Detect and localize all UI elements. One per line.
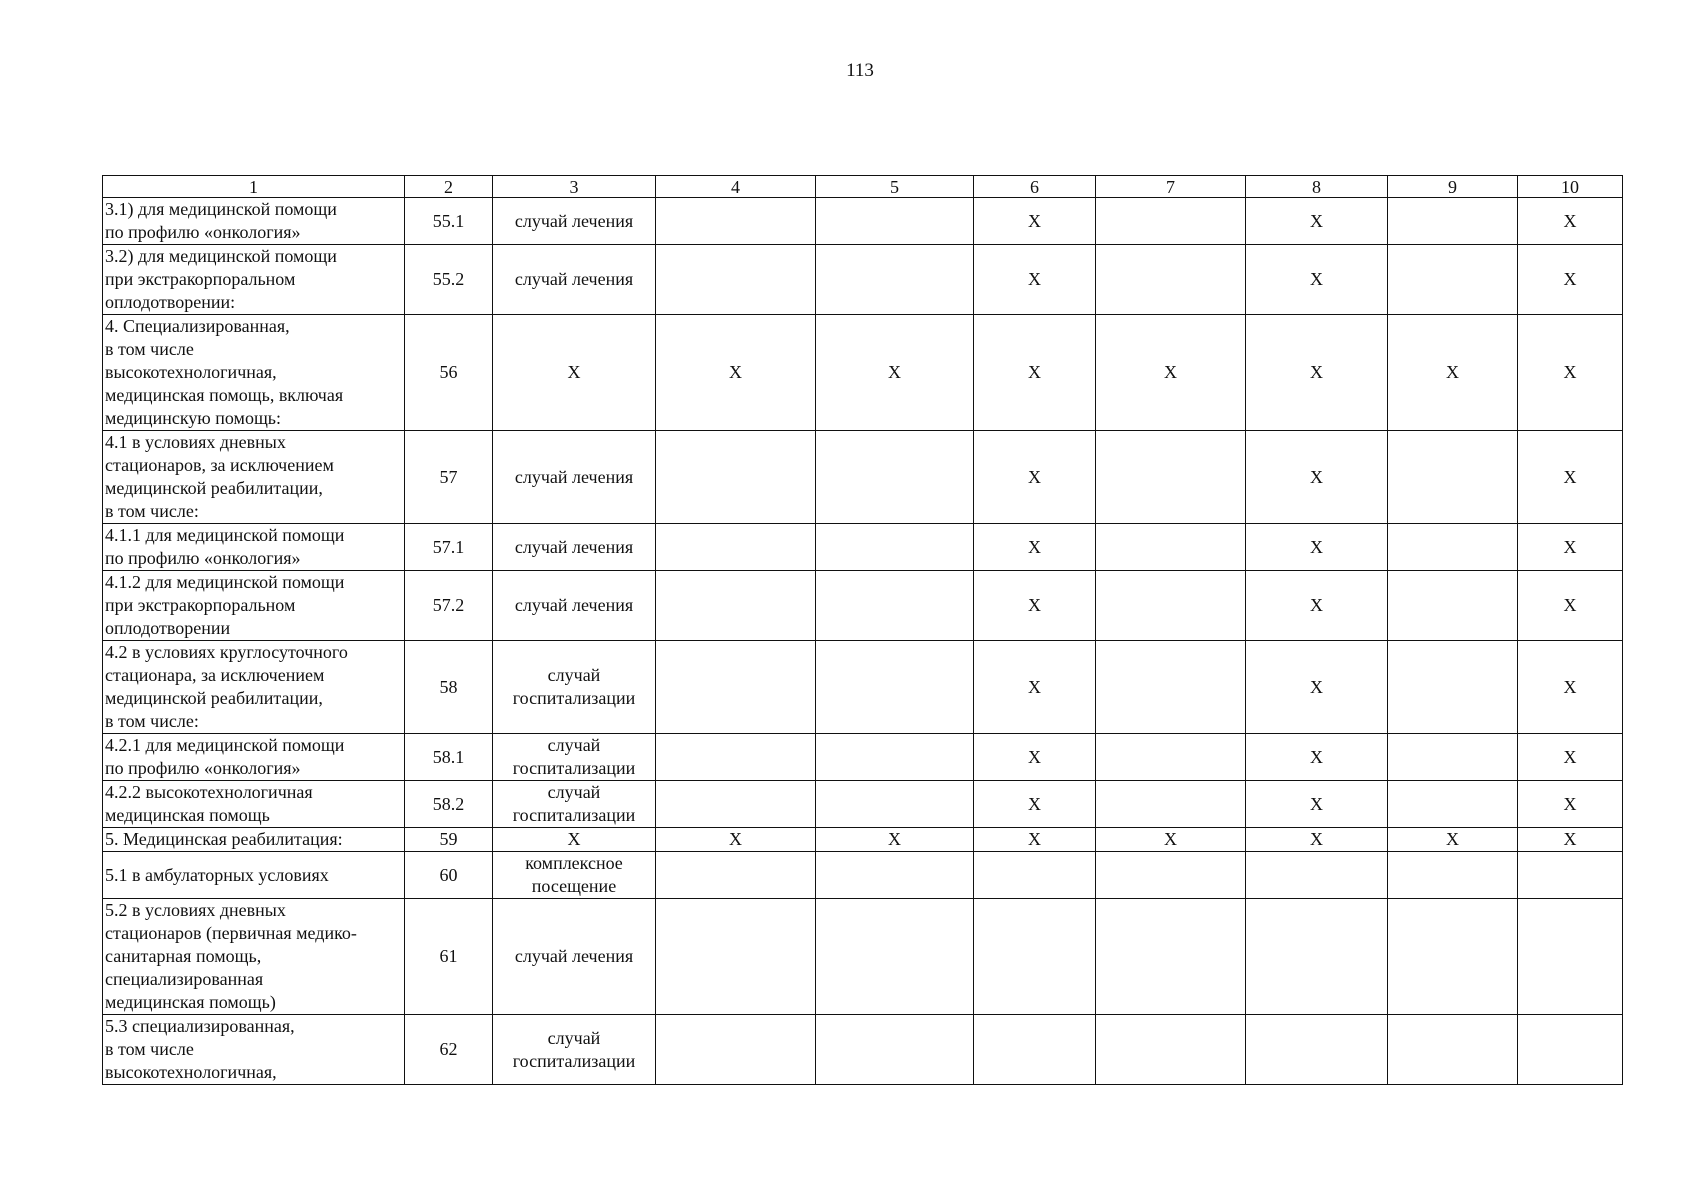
cell-col-6: Х bbox=[974, 245, 1096, 315]
row-code: 61 bbox=[405, 899, 493, 1015]
page-number: 113 bbox=[846, 60, 874, 81]
row-label: 4. Специализированная, в том числе высокотехнологичная, медицинская помощь, включая медицинскую помощь: bbox=[103, 315, 405, 431]
column-number: 9 bbox=[1388, 176, 1518, 198]
cell-col-5 bbox=[816, 641, 974, 734]
row-unit: случай госпитализации bbox=[493, 734, 656, 781]
column-number: 7 bbox=[1096, 176, 1246, 198]
cell-col-10: Х bbox=[1518, 571, 1623, 641]
cell-col-5: Х bbox=[816, 315, 974, 431]
cell-col-8: Х bbox=[1246, 641, 1388, 734]
row-unit: случай лечения bbox=[493, 524, 656, 571]
row-code: 60 bbox=[405, 852, 493, 899]
cell-col-5 bbox=[816, 781, 974, 828]
cell-col-4 bbox=[656, 245, 816, 315]
cell-col-5 bbox=[816, 524, 974, 571]
row-code: 58.1 bbox=[405, 734, 493, 781]
row-label: 4.2 в условиях круглосуточного стационара, за исключением медицинской реабилитации, в том числе: bbox=[103, 641, 405, 734]
cell-col-10 bbox=[1518, 899, 1623, 1015]
cell-col-4 bbox=[656, 198, 816, 245]
row-code: 55.1 bbox=[405, 198, 493, 245]
cell-col-7 bbox=[1096, 524, 1246, 571]
cell-col-5 bbox=[816, 431, 974, 524]
cell-col-6 bbox=[974, 1015, 1096, 1085]
row-unit: случай лечения bbox=[493, 899, 656, 1015]
data-table bbox=[102, 175, 1623, 1085]
row-label: 5. Медицинская реабилитация: bbox=[103, 828, 405, 852]
row-code: 59 bbox=[405, 828, 493, 852]
row-unit: случай лечения bbox=[493, 245, 656, 315]
cell-col-5 bbox=[816, 734, 974, 781]
cell-col-6: Х bbox=[974, 571, 1096, 641]
cell-col-10 bbox=[1518, 852, 1623, 899]
cell-col-7 bbox=[1096, 571, 1246, 641]
cell-col-8: Х bbox=[1246, 198, 1388, 245]
row-label: 5.1 в амбулаторных условиях bbox=[103, 852, 405, 899]
cell-col-4 bbox=[656, 431, 816, 524]
cell-col-4 bbox=[656, 734, 816, 781]
table-row bbox=[103, 734, 1623, 781]
row-code: 58 bbox=[405, 641, 493, 734]
table-row bbox=[103, 899, 1623, 1015]
cell-col-8: Х bbox=[1246, 781, 1388, 828]
row-label: 5.2 в условиях дневных стационаров (первичная медико- санитарная помощь, специализированная медицинская помощь) bbox=[103, 899, 405, 1015]
cell-col-9 bbox=[1388, 899, 1518, 1015]
cell-col-9 bbox=[1388, 734, 1518, 781]
column-number: 5 bbox=[816, 176, 974, 198]
cell-col-4: Х bbox=[656, 828, 816, 852]
row-unit: случай госпитализации bbox=[493, 1015, 656, 1085]
cell-col-10: Х bbox=[1518, 198, 1623, 245]
cell-col-4 bbox=[656, 899, 816, 1015]
cell-col-10: Х bbox=[1518, 828, 1623, 852]
cell-col-10: Х bbox=[1518, 781, 1623, 828]
row-label: 4.2.1 для медицинской помощи по профилю «онкология» bbox=[103, 734, 405, 781]
column-number: 4 bbox=[656, 176, 816, 198]
cell-col-9: Х bbox=[1388, 828, 1518, 852]
cell-col-6: Х bbox=[974, 524, 1096, 571]
cell-col-7 bbox=[1096, 899, 1246, 1015]
cell-col-8: Х bbox=[1246, 524, 1388, 571]
cell-col-10: Х bbox=[1518, 315, 1623, 431]
cell-col-6: Х bbox=[974, 734, 1096, 781]
cell-col-9 bbox=[1388, 1015, 1518, 1085]
table-row bbox=[103, 524, 1623, 571]
row-code: 57 bbox=[405, 431, 493, 524]
row-unit: комплексное посещение bbox=[493, 852, 656, 899]
row-code: 58.2 bbox=[405, 781, 493, 828]
table-row bbox=[103, 198, 1623, 245]
cell-col-4 bbox=[656, 571, 816, 641]
column-number-row bbox=[103, 176, 1623, 198]
column-number: 3 bbox=[493, 176, 656, 198]
row-label: 4.2.2 высокотехнологичная медицинская помощь bbox=[103, 781, 405, 828]
cell-col-9 bbox=[1388, 641, 1518, 734]
cell-col-9 bbox=[1388, 198, 1518, 245]
cell-col-7 bbox=[1096, 781, 1246, 828]
row-label: 4.1 в условиях дневных стационаров, за исключением медицинской реабилитации, в том числе: bbox=[103, 431, 405, 524]
cell-col-8: Х bbox=[1246, 828, 1388, 852]
row-code: 56 bbox=[405, 315, 493, 431]
cell-col-8 bbox=[1246, 1015, 1388, 1085]
column-number: 6 bbox=[974, 176, 1096, 198]
cell-col-5 bbox=[816, 245, 974, 315]
row-label: 4.1.1 для медицинской помощи по профилю «онкология» bbox=[103, 524, 405, 571]
cell-col-6: Х bbox=[974, 781, 1096, 828]
cell-col-4 bbox=[656, 852, 816, 899]
row-unit: Х bbox=[493, 315, 656, 431]
table-row bbox=[103, 1015, 1623, 1085]
cell-col-5 bbox=[816, 198, 974, 245]
cell-col-8 bbox=[1246, 852, 1388, 899]
cell-col-7 bbox=[1096, 245, 1246, 315]
cell-col-6: Х bbox=[974, 431, 1096, 524]
cell-col-4 bbox=[656, 524, 816, 571]
cell-col-4 bbox=[656, 641, 816, 734]
row-unit: случай госпитализации bbox=[493, 781, 656, 828]
cell-col-9 bbox=[1388, 431, 1518, 524]
cell-col-9 bbox=[1388, 245, 1518, 315]
cell-col-7 bbox=[1096, 734, 1246, 781]
cell-col-9 bbox=[1388, 852, 1518, 899]
cell-col-9 bbox=[1388, 781, 1518, 828]
column-number: 10 bbox=[1518, 176, 1623, 198]
row-code: 57.1 bbox=[405, 524, 493, 571]
column-number: 1 bbox=[103, 176, 405, 198]
cell-col-10: Х bbox=[1518, 641, 1623, 734]
cell-col-6: Х bbox=[974, 198, 1096, 245]
row-unit: случай лечения bbox=[493, 431, 656, 524]
cell-col-5 bbox=[816, 571, 974, 641]
cell-col-9: Х bbox=[1388, 315, 1518, 431]
row-unit: случай лечения bbox=[493, 571, 656, 641]
cell-col-6 bbox=[974, 899, 1096, 1015]
table-row bbox=[103, 852, 1623, 899]
cell-col-5: Х bbox=[816, 828, 974, 852]
cell-col-10: Х bbox=[1518, 245, 1623, 315]
row-unit: Х bbox=[493, 828, 656, 852]
cell-col-4 bbox=[656, 781, 816, 828]
table-body bbox=[103, 198, 1623, 1085]
cell-col-7 bbox=[1096, 641, 1246, 734]
cell-col-7: Х bbox=[1096, 828, 1246, 852]
table-row bbox=[103, 245, 1623, 315]
cell-col-7 bbox=[1096, 431, 1246, 524]
cell-col-6: Х bbox=[974, 641, 1096, 734]
row-code: 57.2 bbox=[405, 571, 493, 641]
cell-col-8: Х bbox=[1246, 315, 1388, 431]
row-code: 62 bbox=[405, 1015, 493, 1085]
cell-col-7: Х bbox=[1096, 315, 1246, 431]
cell-col-9 bbox=[1388, 524, 1518, 571]
cell-col-7 bbox=[1096, 198, 1246, 245]
cell-col-10: Х bbox=[1518, 524, 1623, 571]
cell-col-6: Х bbox=[974, 315, 1096, 431]
cell-col-9 bbox=[1388, 571, 1518, 641]
table-row bbox=[103, 315, 1623, 431]
row-label: 3.1) для медицинской помощи по профилю «онкология» bbox=[103, 198, 405, 245]
cell-col-8: Х bbox=[1246, 245, 1388, 315]
cell-col-5 bbox=[816, 852, 974, 899]
row-label: 5.3 специализированная, в том числе высокотехнологичная, bbox=[103, 1015, 405, 1085]
cell-col-5 bbox=[816, 899, 974, 1015]
cell-col-8: Х bbox=[1246, 734, 1388, 781]
table-row bbox=[103, 431, 1623, 524]
cell-col-10: Х bbox=[1518, 431, 1623, 524]
table-row bbox=[103, 571, 1623, 641]
cell-col-7 bbox=[1096, 1015, 1246, 1085]
cell-col-4 bbox=[656, 1015, 816, 1085]
cell-col-8: Х bbox=[1246, 571, 1388, 641]
cell-col-10: Х bbox=[1518, 734, 1623, 781]
row-label: 3.2) для медицинской помощи при экстракорпоральном оплодотворении: bbox=[103, 245, 405, 315]
cell-col-8 bbox=[1246, 899, 1388, 1015]
cell-col-4: Х bbox=[656, 315, 816, 431]
row-label: 4.1.2 для медицинской помощи при экстракорпоральном оплодотворении bbox=[103, 571, 405, 641]
row-unit: случай госпитализации bbox=[493, 641, 656, 734]
column-number: 2 bbox=[405, 176, 493, 198]
table-row bbox=[103, 641, 1623, 734]
row-code: 55.2 bbox=[405, 245, 493, 315]
cell-col-8: Х bbox=[1246, 431, 1388, 524]
cell-col-6 bbox=[974, 852, 1096, 899]
cell-col-10 bbox=[1518, 1015, 1623, 1085]
cell-col-6: Х bbox=[974, 828, 1096, 852]
table-row bbox=[103, 781, 1623, 828]
cell-col-7 bbox=[1096, 852, 1246, 899]
row-unit: случай лечения bbox=[493, 198, 656, 245]
column-number: 8 bbox=[1246, 176, 1388, 198]
table-row bbox=[103, 828, 1623, 852]
cell-col-5 bbox=[816, 1015, 974, 1085]
